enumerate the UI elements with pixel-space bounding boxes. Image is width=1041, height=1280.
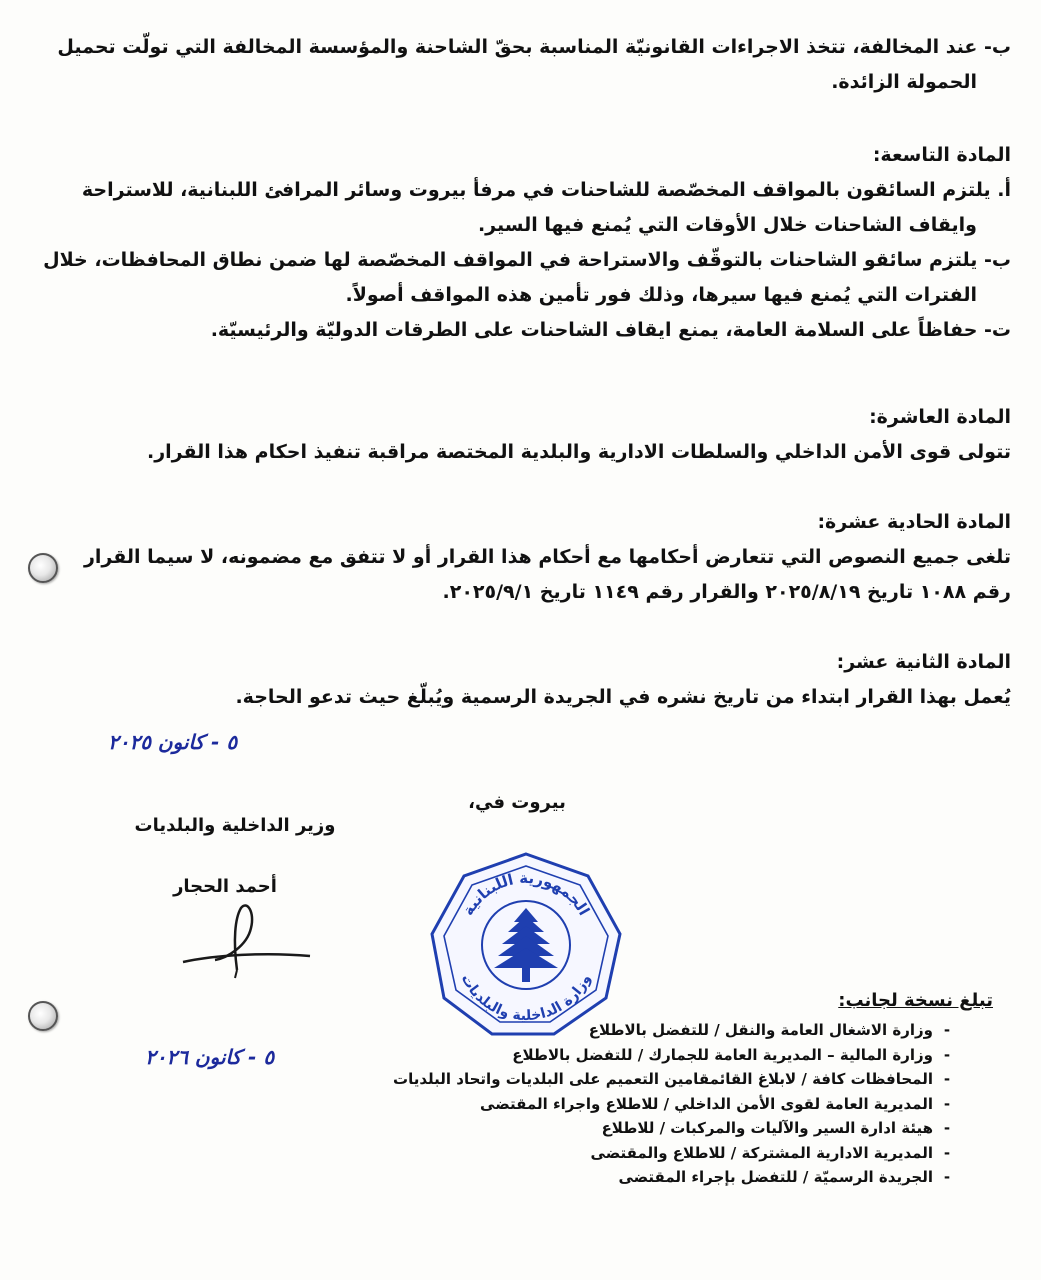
article-9-clause-c-line-1: ت- حفاظاً على السلامة العامة، يمنع ايقاف الشاحنات على الطرقات الدوليّة والرئيسيّة. [210,319,1011,341]
article-11-line-1: تلغى جميع النصوص التي تتعارض أحكامها مع أحكام هذا القرار أو لا تتفق مع مضمونه، لا سيما القرار [83,546,1011,568]
distribution-item: - المحافظات كافة / لابلاغ القائمقامين التعميم على البلديات واتحاد البلديات [241,1067,961,1092]
stamped-date-top: ٥ - كانون ٢٠٢٥ [108,730,238,754]
minister-name: أحمد الحجار [173,876,277,897]
distribution-item: - الجريدة الرسميّة / للتفضل بإجراء المقتضى [241,1165,961,1190]
ministry-seal [426,850,626,1040]
article-12-heading: المادة الثانية عشر: [836,651,1011,673]
distribution-item: - هيئة ادارة السير والآليات والمركبات / للاطلاع [241,1116,961,1141]
article-12-line-1: يُعمل بهذا القرار ابتداء من تاريخ نشره في الجريدة الرسمية ويُبلّغ حيث تدعو الحاجة. [235,686,1011,708]
article-8-tail [21,30,1011,100]
distribution-item: - وزارة المالية – المديرية العامة للجمارك / للتفضل بالاطلاع [241,1043,961,1068]
article-9 [21,138,1011,348]
article-9-clause-a-line-2: وايقاف الشاحنات خلال الأوقات التي يُمنع فيها السير. [477,214,977,236]
article-9-clause-b-line-1: ب- يلتزم سائقو الشاحنات بالتوقّف والاستراحة في المواقف المخصّصة لها ضمن نطاق المحافظات، خلال [43,249,1011,271]
distribution-item: - المديرية العامة لقوى الأمن الداخلي / للاطلاع واجراء المقتضى [241,1092,961,1117]
signature-place: بيروت في، [468,792,566,813]
distribution-title: تبلغ نسخة لجانب: [838,990,993,1011]
distribution-item: - وزارة الاشغال العامة والنقل / للتفضل بالاطلاع [241,1018,961,1043]
article-11 [21,505,1011,610]
article-10-heading: المادة العاشرة: [869,406,1011,428]
distribution-list [241,1018,961,1190]
article-10 [21,400,1011,470]
article-9-clause-b-line-2: الفترات التي يُمنع فيها سيرها، وذلك فور تأمين هذه المواقف أصولاً. [345,284,977,306]
article-11-heading: المادة الحادية عشرة: [817,511,1011,533]
distribution-item: - المديرية الادارية المشتركة / للاطلاع والمقتضى [241,1141,961,1166]
article-11-line-2: رقم ١٠٨٨ تاريخ ٢٠٢٥/٨/١٩ والقرار رقم ١١٤٩ تاريخ ٢٠٢٥/٩/١. [442,581,1011,603]
binder-hole-lower [28,1001,58,1031]
stamped-date-bottom: ٥ - كانون ٢٠٢٦ [145,1045,275,1069]
article-12 [21,645,1011,715]
seal-bottom-text: وزارة الداخلية والبلديات [457,971,595,1025]
article-8-clause-b-line-2: الحمولة الزائدة. [831,71,977,93]
binder-hole-upper [28,553,58,583]
seal-top-text: الجمهورية اللبنانية [458,868,594,919]
article-10-line-1: تتولى قوى الأمن الداخلي والسلطات الادارية والبلدية المختصة مراقبة تنفيذ احكام هذا القرار. [146,441,1011,463]
article-9-clause-a-line-1: أ. يلتزم السائقون بالمواقف المخصّصة للشاحنات في مرفأ بيروت وسائر المرافئ اللبنانية، للاستراحة [81,179,1011,201]
article-8-clause-b-line-1: ب- عند المخالفة، تتخذ الاجراءات القانونيّة المناسبة بحقّ الشاحنة والمؤسسة المخالفة التي تولّت تحميل [57,36,1011,58]
handwritten-signature [175,900,315,980]
minister-title: وزير الداخلية والبلديات [134,815,336,836]
article-9-heading: المادة التاسعة: [872,144,1011,166]
